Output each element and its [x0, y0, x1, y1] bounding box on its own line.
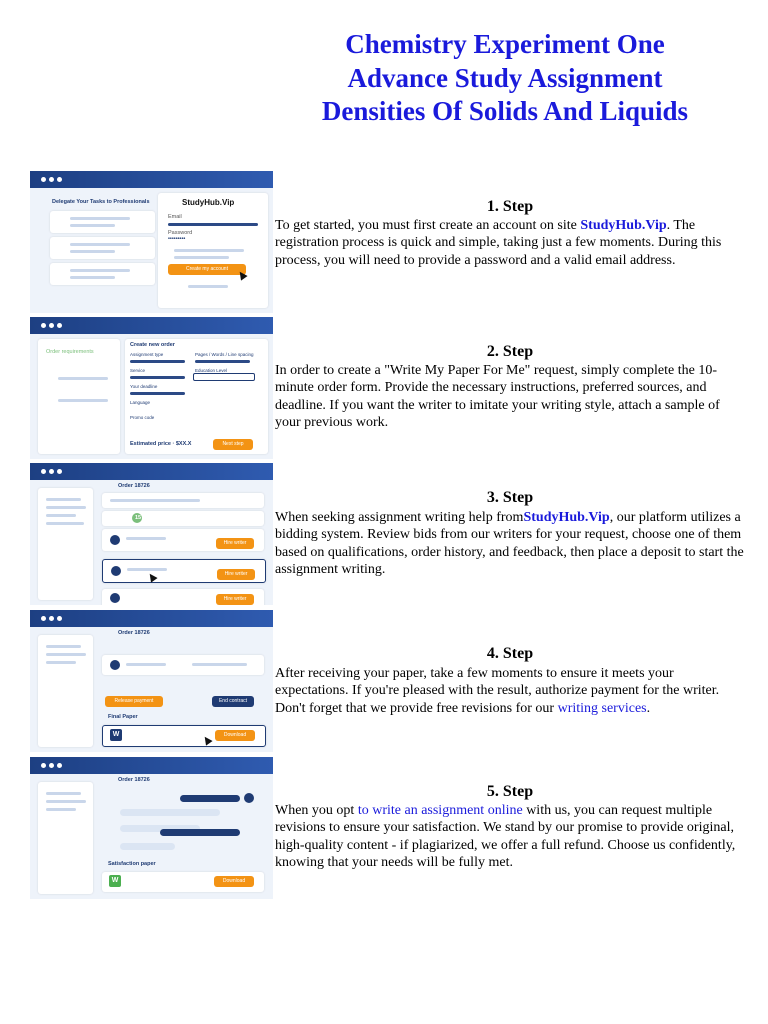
page-title — [270, 28, 740, 129]
word-doc-icon: W — [110, 729, 122, 741]
password-field[interactable]: ••••••••• — [168, 236, 186, 242]
window-bar — [30, 171, 273, 188]
education-level-field[interactable] — [193, 373, 255, 381]
hire-writer-button[interactable]: Hire writer — [216, 594, 254, 605]
step-5-text: When you opt to write an assignment online with us, you can request multiple revisions to ensure your satisfaction. We stand by our promise to provide original, high-quality content - if plagiarized, we offer a full refund. Choose us confidently, knowing that your needs will be fully met. — [275, 803, 736, 870]
chat-message — [120, 843, 175, 850]
writer-avatar — [111, 566, 121, 576]
step-3-heading: 3. Step — [486, 489, 534, 506]
hire-writer-button[interactable]: Hire writer — [216, 538, 254, 549]
release-payment-button[interactable]: Release payment — [105, 696, 163, 707]
step-5-heading: 5. Step — [486, 783, 534, 800]
chat-message — [160, 829, 240, 836]
title-line-1: Chemistry Experiment One — [345, 29, 665, 59]
step-2-screenshot — [30, 317, 273, 459]
step-3-text: When seeking assignment writing help fromStudyHub.Vip, our platform utilizes a bidding system. Review bids from our writers for your request, choose one of them based on qualifications, order history, and feedback, then place a deposit to start the assignment writing. — [275, 510, 744, 577]
chat-message — [180, 795, 240, 802]
write-assignment-link[interactable]: to write an assignment online — [357, 803, 523, 818]
writer-avatar — [110, 593, 120, 603]
step-1-heading: 1. Step — [486, 198, 534, 215]
brand-logo: StudyHub.Vip — [182, 198, 235, 207]
step-1-screenshot — [30, 171, 273, 313]
writer-avatar — [110, 660, 120, 670]
studyhub-link[interactable]: StudyHub.Vip — [580, 218, 667, 233]
step-1-text: To get started, you must first create an account on site StudyHub.Vip. The registration process is quick and simple, taking just a few moments. During this process, you will need to provide a password and a valid email address. — [275, 218, 722, 268]
step-4-text: After receiving your paper, take a few moments to ensure it meets your expectations. If you're pleased with the result, authorize payment for the writer. Don't forget that we provide free revisions for our writing services. — [275, 666, 720, 716]
signup-card: StudyHub.Vip Email Password ••••••••• Create my account — [158, 193, 268, 308]
email-field[interactable] — [168, 223, 258, 226]
title-line-2: Advance Study Assignment — [347, 62, 663, 93]
studyhub-link[interactable]: StudyHub.Vip — [523, 510, 610, 525]
order-form: Create new order Assignment type Pages / Words / Line spacing Service Education Level Your deadline Language Promo code Estimated price · $XX.X Next step — [125, 339, 268, 454]
step-2-heading: 2. Step — [486, 343, 534, 360]
download-button[interactable]: Download — [215, 730, 255, 741]
writer-avatar — [110, 535, 120, 545]
step-3-screenshot: Order 18726 15 Hire writer Hire writer Hire writer — [30, 463, 273, 605]
sidebar-item-order-requirements[interactable]: Order requirements — [46, 349, 94, 355]
cursor-icon — [201, 734, 212, 745]
bid-count-badge: 15 — [135, 515, 142, 521]
hire-writer-button[interactable]: Hire writer — [217, 569, 255, 580]
title-line-3: Densities Of Solids And Liquids — [321, 96, 689, 126]
estimated-price: Estimated price · $XX.X — [130, 441, 192, 447]
create-account-button[interactable]: Create my account — [168, 264, 246, 275]
cursor-icon — [146, 571, 157, 582]
next-step-button[interactable]: Next step — [213, 439, 253, 450]
word-doc-icon: W — [109, 875, 121, 887]
step-4-heading: 4. Step — [486, 645, 534, 662]
step-2-text: In order to create a "Write My Paper For Me" request, simply complete the 10-minute order form. Provide the necessary instructions, preferred sources, and deadline. If you want the writer to imitate your writing style, attach a sample of your previous work. — [275, 363, 720, 430]
step-4-screenshot: Order 18726 Release payment End contract Final Paper W Download — [30, 610, 273, 752]
screen-heading: Delegate Your Tasks to Professionals — [52, 199, 150, 205]
download-button[interactable]: Download — [214, 876, 254, 887]
chat-message — [120, 809, 220, 816]
writing-services-link[interactable]: writing services — [557, 700, 647, 716]
end-contract-button[interactable]: End contract — [212, 696, 254, 707]
step-5-screenshot: Order 18726 Satisfaction paper W Download — [30, 757, 273, 899]
